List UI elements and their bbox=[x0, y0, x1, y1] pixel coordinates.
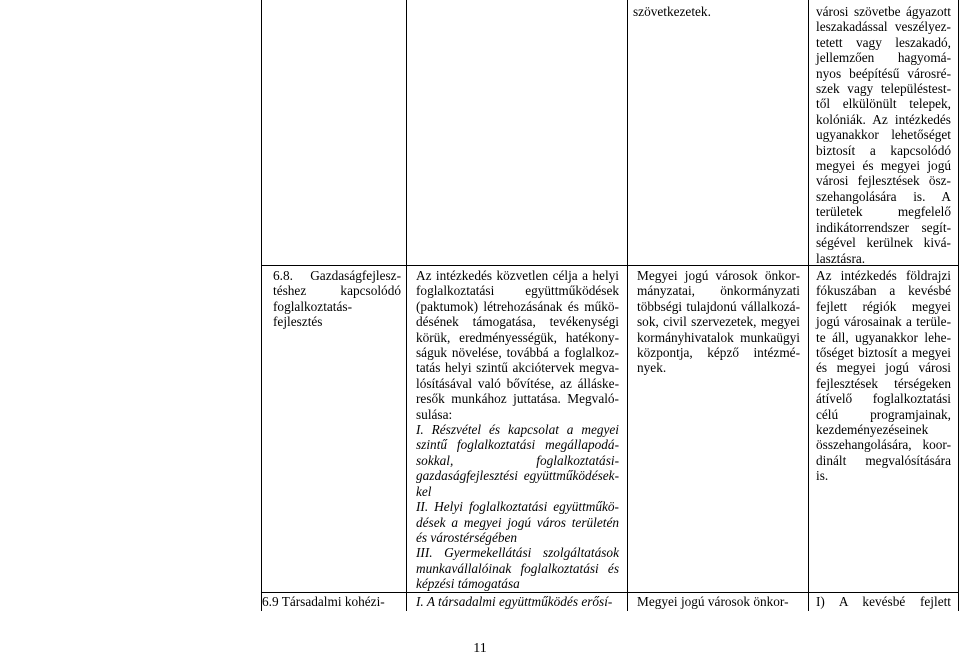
table-border-left bbox=[261, 0, 262, 611]
table-border-col3 bbox=[627, 0, 628, 611]
text-line: lósításával való bővítése, az álláske- bbox=[416, 375, 619, 391]
row-border-6-9 bbox=[261, 592, 959, 593]
text-line: dinált megvalósítására bbox=[816, 452, 951, 468]
text-line: képzési támogatása bbox=[416, 576, 520, 592]
table-border-right bbox=[958, 0, 959, 611]
text-line: Az intézkedés földrajzi bbox=[816, 268, 951, 283]
text-line: mányzatai, önkormányzati bbox=[637, 283, 800, 299]
text-line: I. Részvétel és kapcsolat a megyei bbox=[416, 422, 619, 438]
text-line: resők munkához juttatása. Megvaló- bbox=[416, 391, 619, 407]
text-line: biztosít a kapcsolódó bbox=[816, 142, 951, 158]
text-line: ségével kerülnek kivá- bbox=[816, 235, 951, 251]
text-line: te áll, ugyanakkor lehe- bbox=[816, 329, 951, 345]
text-line: szintű foglalkoztatási megállapodá- bbox=[416, 437, 619, 453]
row-6-9-description bbox=[416, 594, 612, 609]
text-line: leszakadással veszélyez- bbox=[816, 19, 951, 35]
text-line: célú programjainak, bbox=[816, 406, 951, 422]
text-line: kormányhivatalok munkaügyi bbox=[637, 329, 800, 345]
text-line: fejlett régiók megyei bbox=[816, 298, 951, 314]
row-6-8-beneficiaries bbox=[637, 268, 800, 376]
text-line: (paktumok) létrehozásának és műkö- bbox=[416, 298, 619, 314]
text-line: sulása: bbox=[416, 406, 453, 422]
text-line: tatás helyi szintű akciótervek megva- bbox=[416, 360, 619, 376]
text-line: tetett vagy leszakadó, bbox=[816, 34, 951, 50]
text-line: gazdaságfejlesztési együttműködések- bbox=[416, 468, 619, 484]
text-line: lasztásra. bbox=[816, 250, 866, 266]
text-line: körük, eredményességük, hatékony- bbox=[416, 329, 619, 345]
text-line: kezdeményezéseinek bbox=[816, 422, 929, 438]
text-line: többségi tulajdonú vállalkozá- bbox=[637, 298, 800, 314]
text-line: től elkülönült telepek, bbox=[816, 96, 951, 112]
text-line: indikátorrendszer segít- bbox=[816, 219, 951, 235]
text-line: átívelő foglalkoztatási bbox=[816, 391, 951, 407]
row-6-8-territorial-focus bbox=[816, 268, 951, 484]
text-line: téshez kapcsolódó bbox=[273, 283, 401, 299]
text-line: városi fejlesztések ösz- bbox=[816, 173, 951, 189]
text-line: munkavállalóinak foglalkoztatási és bbox=[416, 560, 619, 576]
text-line: központja, képző intézmé- bbox=[637, 345, 800, 361]
row-6-8-description bbox=[416, 268, 619, 592]
text-line: kel bbox=[416, 483, 432, 499]
text-line: 6.9 Társadalmi kohézi- bbox=[262, 594, 385, 609]
text-line: ugyanakkor lehetőséget bbox=[816, 127, 951, 143]
text-line: sok, civil szervezetek, megyei bbox=[637, 314, 800, 330]
text-line: I. A társadalmi együttműködés erősí- bbox=[416, 594, 613, 609]
text-line: Az intézkedés közvetlen célja a helyi bbox=[416, 268, 619, 283]
row-6-9-territorial-focus bbox=[816, 594, 951, 609]
text-line: megyei és megyei jogú bbox=[816, 158, 951, 174]
table-border-col4 bbox=[808, 0, 809, 611]
text-line: és várostérségében bbox=[416, 529, 518, 545]
text-line: désének támogatása, tevékenységi bbox=[416, 314, 619, 330]
top-row-col4 bbox=[633, 4, 711, 19]
text-line: dések a megyei jogú város területén bbox=[416, 514, 619, 530]
row-6-8-measure-name bbox=[273, 268, 401, 330]
row-6-9-measure-name bbox=[262, 594, 385, 609]
top-row-col5 bbox=[816, 4, 951, 266]
text-line: fókuszában a kevésbé bbox=[816, 283, 951, 299]
text-line: jellemzően hagyomá- bbox=[816, 50, 951, 66]
text-line: Megyei jogú városok önkor- bbox=[637, 594, 789, 609]
text-line: városi szövetbe ágyazott bbox=[816, 4, 951, 19]
text-line: nyek. bbox=[637, 360, 667, 376]
text-line: fejlesztések térségeken bbox=[816, 375, 951, 391]
text-line: szehangolására is. A bbox=[816, 188, 951, 204]
text-line: kolóniák. Az intézkedés bbox=[816, 111, 951, 127]
cell-text: szövetkezetek. bbox=[633, 4, 711, 19]
text-line: ságuk növelése, továbbá a foglalkoz- bbox=[416, 345, 619, 361]
text-line: foglalkoztatási együttműködések bbox=[416, 283, 619, 299]
text-line: foglalkoztatás- bbox=[273, 298, 353, 314]
table-border-col2 bbox=[406, 0, 407, 611]
text-line: Megyei jogú városok önkor- bbox=[637, 268, 800, 283]
text-line: I) A kevésbé fejlett bbox=[816, 594, 951, 609]
text-line: 6.8. Gazdaságfejlesz- bbox=[273, 268, 401, 283]
text-line: II. Helyi foglalkoztatási együttműkö- bbox=[416, 499, 619, 515]
text-line: területek megfelelő bbox=[816, 204, 951, 220]
text-line: összehangolására, koor- bbox=[816, 437, 951, 453]
text-line: sokkal, foglalkoztatási- bbox=[416, 452, 619, 468]
text-line: és megyei jogú városi bbox=[816, 360, 951, 376]
text-line: jogú városainak a terüle- bbox=[816, 314, 951, 330]
text-line: is. bbox=[816, 468, 829, 484]
text-line: tőséget biztosít a megyei bbox=[816, 345, 951, 361]
text-line: nyos beépítésű városré- bbox=[816, 65, 951, 81]
text-line: fejlesztés bbox=[273, 314, 323, 330]
text-line: III. Gyermekellátási szolgáltatások bbox=[416, 545, 619, 561]
page-number: 11 bbox=[473, 641, 487, 656]
row-6-9-beneficiaries bbox=[637, 594, 789, 609]
text-line: szek vagy településtest- bbox=[816, 81, 951, 97]
